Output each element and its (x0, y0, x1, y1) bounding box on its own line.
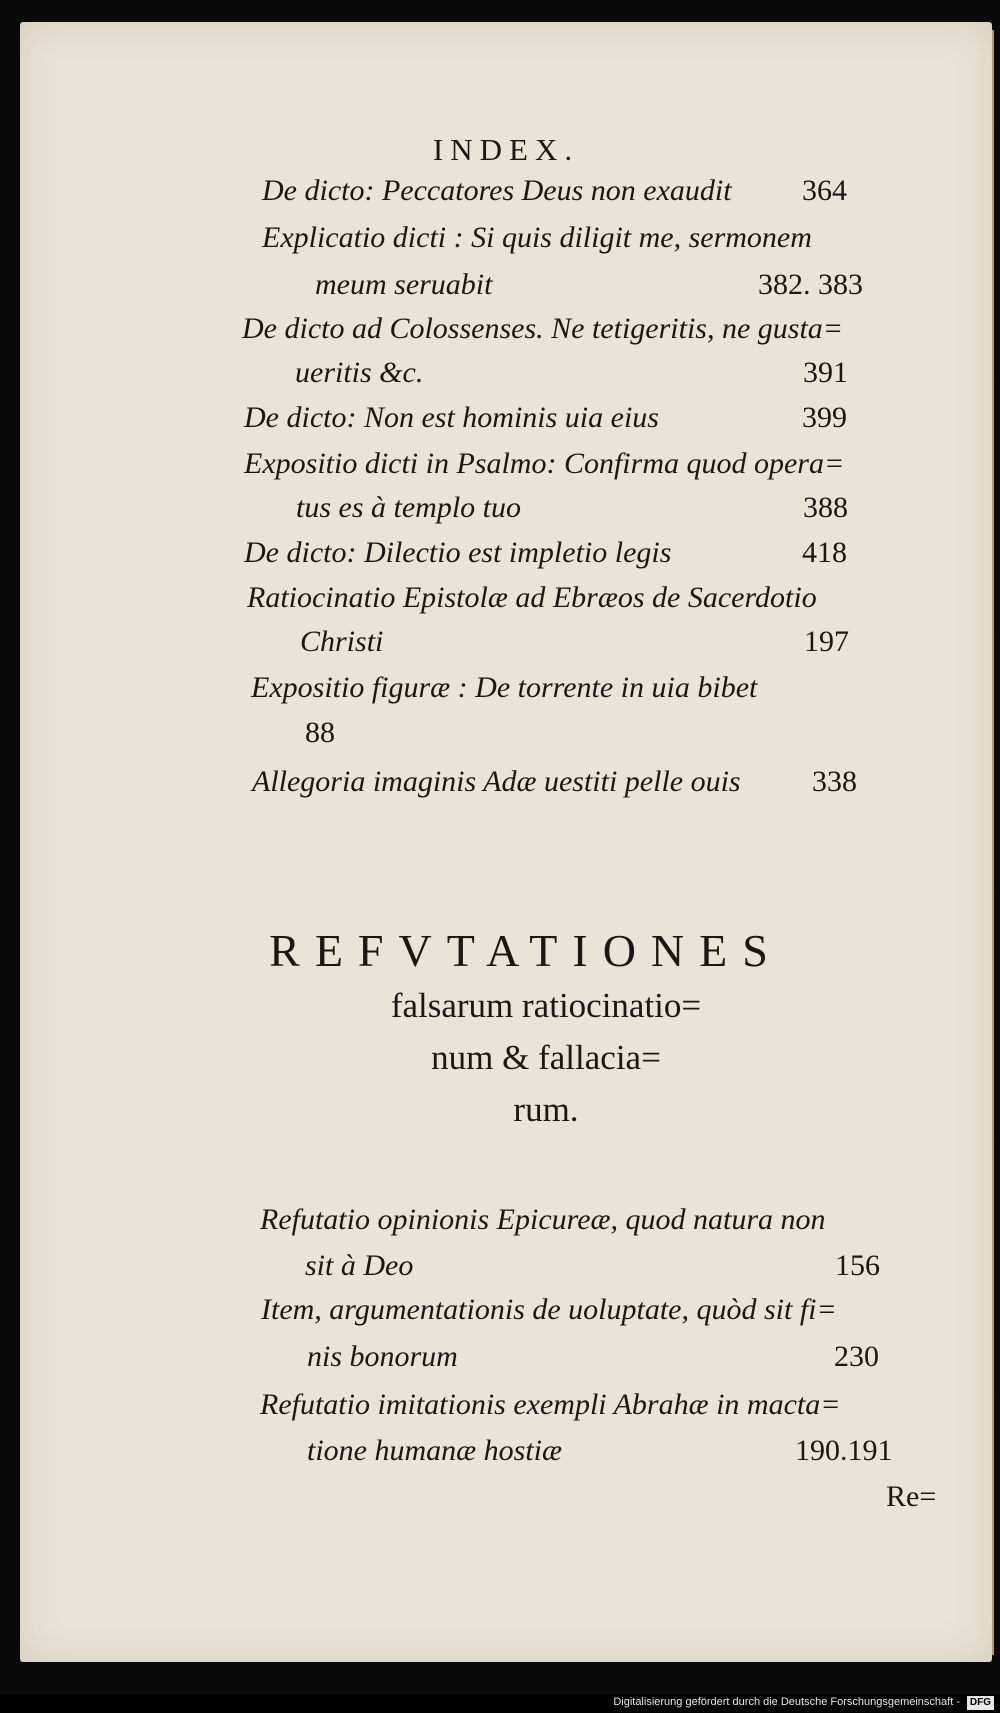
entry-page: 399 (802, 401, 847, 434)
entry-page: 364 (802, 174, 847, 207)
entry-text: nis bonorum (307, 1340, 458, 1373)
entry-text: Christi (300, 625, 384, 658)
entry-text: Ratiocinatio Epistolæ ad Ebræos de Sacerdotio (247, 581, 817, 614)
entry-page: 382. 383 (758, 268, 863, 301)
page-text-block (20, 22, 992, 1662)
footer-bar (0, 1694, 1000, 1713)
entry-text: De dicto: Non est hominis uia eius (244, 401, 659, 434)
entry-text: tione humanæ hostiæ (307, 1434, 563, 1467)
entry-text: Expositio figuræ : De torrente in uia bibet (251, 671, 758, 704)
entry-page: 418 (802, 536, 847, 569)
entry-text: De dicto ad Colossenses. Ne tetigeritis, ne gusta= (242, 312, 844, 345)
entry-text: Expositio dicti in Psalmo: Confirma quod opera= (244, 447, 845, 480)
section-subtitle-line: rum. (513, 1090, 579, 1129)
entry-page: 338 (812, 765, 857, 798)
entry-text: ueritis &c. (295, 356, 424, 389)
entry-text: Allegoria imaginis Adæ uestiti pelle ouis (252, 765, 741, 798)
entry-text: 88 (305, 716, 335, 749)
entry-text: Refutatio imitationis exempli Abrahæ in macta= (260, 1388, 841, 1421)
book-page (20, 22, 992, 1662)
entry-text: De dicto: Peccatores Deus non exaudit (262, 174, 732, 207)
entry-page: 156 (835, 1249, 880, 1282)
entry-text: Item, argumentationis de uoluptate, quòd sit fi= (261, 1293, 837, 1326)
entry-page: 388 (803, 491, 848, 524)
running-head: INDEX. (432, 132, 580, 167)
entry-text: De dicto: Dilectio est impletio legis (244, 536, 672, 569)
entry-text: Explicatio dicti : Si quis diligit me, sermonem (262, 221, 812, 254)
section-subtitle-line: falsarum ratiocinatio= (390, 986, 702, 1025)
catchword-text: Re= (886, 1480, 937, 1513)
entry-text: sit à Deo (305, 1249, 414, 1282)
entry-page: 190.191 (795, 1434, 893, 1467)
section-title: REFVTATIONES (269, 925, 783, 976)
entry-page: 197 (804, 625, 849, 658)
entry-text: tus es à templo tuo (296, 491, 521, 524)
entry-page: 230 (834, 1340, 879, 1373)
entry-text: meum seruabit (315, 268, 493, 301)
dfg-logo: DFG (967, 1696, 994, 1710)
entry-text: Refutatio opinionis Epicureæ, quod natura non (260, 1203, 826, 1236)
section-subtitle-line: num & fallacia= (431, 1038, 661, 1077)
entry-page: 391 (803, 356, 848, 389)
footer-credit: Digitalisierung gefördert durch die Deutsche Forschungsgemeinschaft - (613, 1696, 960, 1708)
